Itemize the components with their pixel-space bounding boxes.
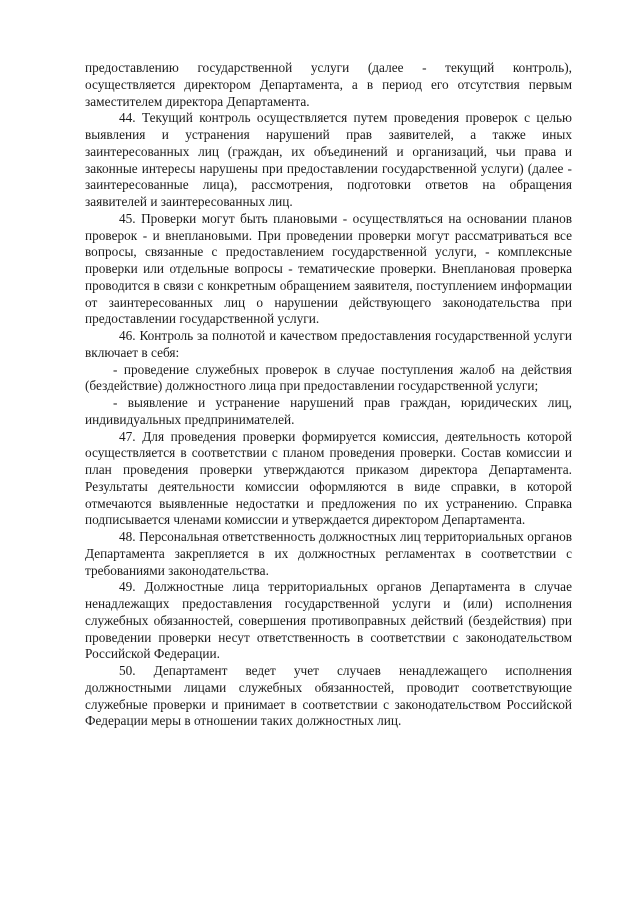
paragraph-47: 47. Для проведения проверки формируется комиссия, деятельность которой осуществляется в соответствии с планом проведения проверки. Состав комиссии и план проведения проверки утверждаются приказом директора Департамента. Результаты деятельности комиссии оформляются в виде справки, в которой отмечаются выявленные недостатки и предложения по их устранению. Справка подписывается членами комиссии и утверждается директором Департамента. xyxy=(85,428,572,528)
paragraph-49: 49. Должностные лица территориальных органов Департамента в случае ненадлежащих предоставления государственной услуги и (или) исполнения служебных обязанностей, совершения противоправных действий (бездействия) при проведении проверки несут ответственность в соответствии с законодательством Российской Федерации. xyxy=(85,579,572,662)
paragraph-44: 44. Текущий контроль осуществляется путем проведения проверок с целью выявления и устранения нарушений прав заявителей, а также иных заинтересованных лиц (граждан, их объединений и организаций, чьи права и законные интересы нарушены при предоставлении государственной услуги) (далее - заинтересованные лица), рассмотрения, подготовки ответов на обращения заявителей и заинтересованных лиц. xyxy=(85,110,572,209)
document-page xyxy=(85,60,572,730)
paragraph-46-item-1: - проведение служебных проверок в случае поступления жалоб на действия (бездействие) должностного лица при предоставлении государственной услуги; xyxy=(85,361,572,394)
paragraph-continuation: предоставлению государственной услуги (далее - текущий контроль), осуществляется директором Департамента, а в период его отсутствия первым заместителем директора Департамента. xyxy=(85,60,572,109)
paragraph-45: 45. Проверки могут быть плановыми - осуществляться на основании планов проверок - и внеплановыми. При проведении проверки могут рассматриваться все вопросы, связанные с предоставлением государственной услуги, - комплексные проверки или отдельные вопросы - тематические проверки. Внеплановая проверка проводится в связи с конкретным обращением заявителя, поступлением информации от заинтересованных лиц о нарушении действующего законодательства при предоставлении государственной услуги. xyxy=(85,210,572,327)
paragraph-48: 48. Персональная ответственность должностных лиц территориальных органов Департамента закрепляется в их должностных регламентах в соответствии с требованиями законодательства. xyxy=(85,529,572,578)
paragraph-46: 46. Контроль за полнотой и качеством предоставления государственной услуги включает в себя: xyxy=(85,328,572,360)
paragraph-46-item-2: - выявление и устранение нарушений прав граждан, юридических лиц, индивидуальных предпринимателей. xyxy=(85,395,572,427)
paragraph-50: 50. Департамент ведет учет случаев ненадлежащего исполнения должностными лицами служебных обязанностей, проводит соответствующие служебные проверки и принимает в соответствии с законодательством Российской Федерации меры в отношении таких должностных лиц. xyxy=(85,663,572,729)
